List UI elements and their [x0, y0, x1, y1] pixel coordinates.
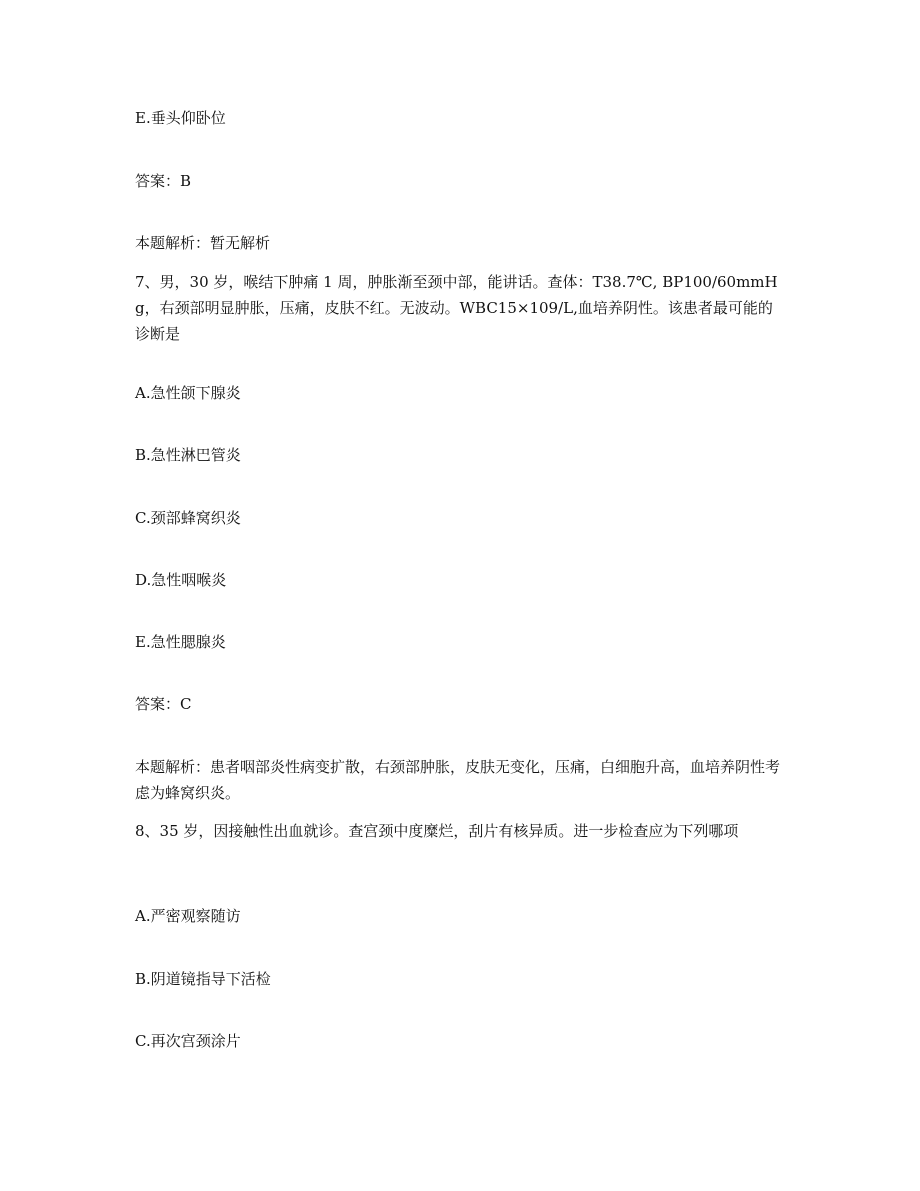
- q8-option-b: B.阴道镜指导下活检: [135, 970, 271, 988]
- q6-answer: 答案：B: [135, 172, 192, 190]
- q7-option-d: D.急性咽喉炎: [135, 571, 227, 589]
- q6-analysis: 本题解析：暂无解析: [135, 234, 271, 252]
- q7-stem: 7、男，30 岁，喉结下肿痛 1 周，肿胀渐至颈中部，能讲话。查体：T38.7℃, BP100/60mmHg，右颈部明显肿胀，压痛，皮肤不红。无波动。WBC15×109/L,血培养阴性。该患者最可能的诊断是: [135, 273, 778, 343]
- q8-stem: 8、35 岁，因接触性出血就诊。查宫颈中度糜烂，刮片有核异质。进一步检查应为下列哪项: [135, 822, 739, 840]
- q7-answer: 答案：C: [135, 695, 192, 713]
- q7-analysis: 本题解析：患者咽部炎性病变扩散，右颈部肿胀，皮肤无变化，压痛，白细胞升高，血培养阴性考虑为蜂窝织炎。: [135, 758, 781, 802]
- q7-option-b: B.急性淋巴管炎: [135, 446, 241, 464]
- q7-option-c: C.颈部蜂窝织炎: [135, 509, 241, 527]
- q7-option-e: E.急性腮腺炎: [135, 633, 226, 651]
- q6-option-e: E.垂头仰卧位: [135, 109, 226, 127]
- q7-option-a: A.急性颌下腺炎: [135, 384, 241, 402]
- q8-option-a: A.严密观察随访: [135, 907, 241, 925]
- q8-option-c: C.再次宫颈涂片: [135, 1032, 241, 1050]
